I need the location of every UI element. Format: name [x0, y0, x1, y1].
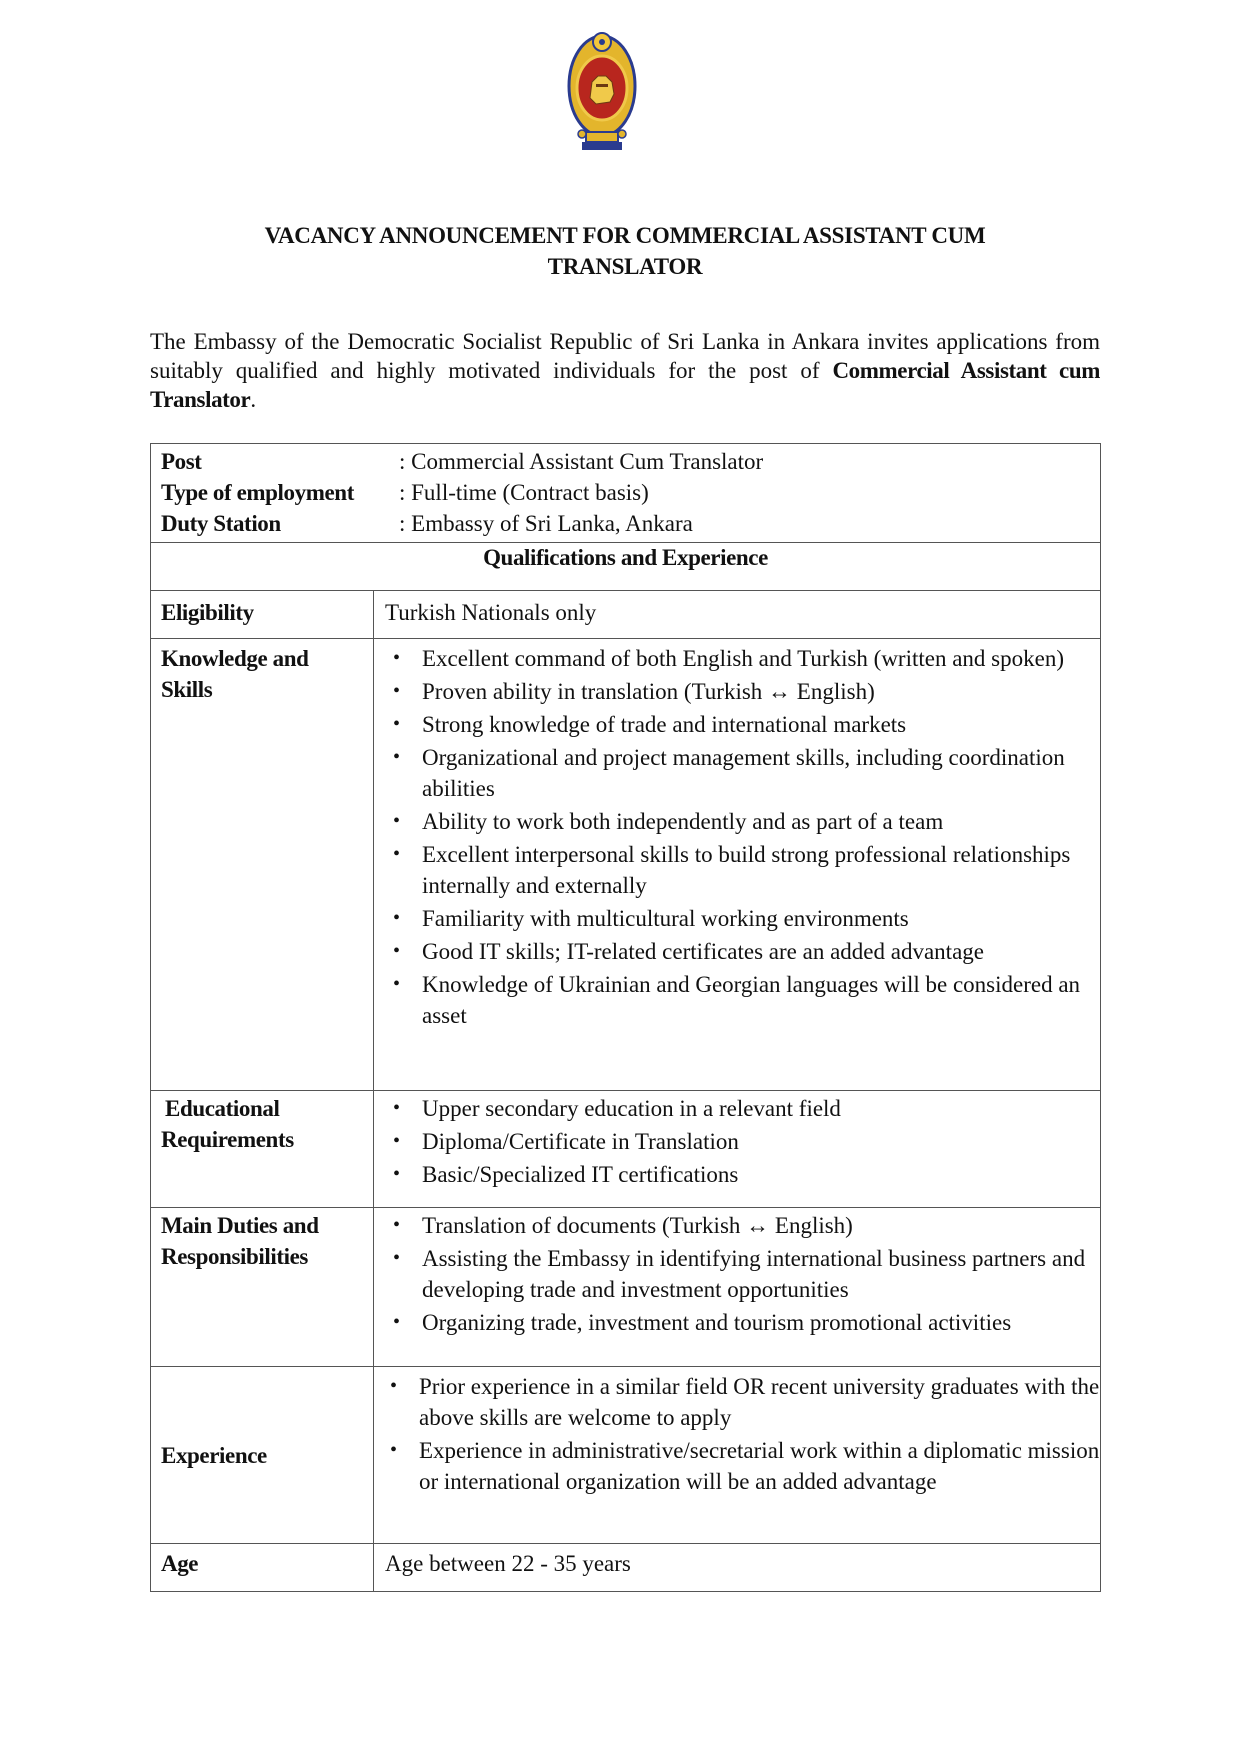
education-label-line-2: Requirements: [161, 1127, 294, 1152]
employment-type-key: Type of employment: [161, 480, 354, 505]
duties-label: [151, 1208, 374, 1367]
list-item: • Assisting the Embassy in identifying international business partners and developing trade and investment opportunities: [385, 1243, 1100, 1305]
age-label: Age: [151, 1544, 374, 1592]
experience-cell: [374, 1367, 1101, 1544]
employment-type-row: [161, 477, 1090, 508]
post-key: Post: [161, 449, 202, 474]
post-row: [161, 446, 1090, 477]
announcement-title: [150, 220, 1100, 282]
intro-post-name: Commercial Assistant cum Translator: [150, 358, 1100, 412]
education-cell: [374, 1091, 1101, 1208]
list-item: • Strong knowledge of trade and international markets: [385, 709, 1100, 740]
experience-label: Experience: [151, 1367, 374, 1544]
education-row: [151, 1091, 1101, 1208]
duties-list: [385, 1210, 1100, 1338]
post-value: : Commercial Assistant Cum Translator: [399, 449, 764, 474]
eligibility-value: Turkish Nationals only: [385, 600, 597, 625]
section-title-row: [151, 543, 1101, 591]
list-item: • Translation of documents (Turkish ↔ English): [385, 1210, 1100, 1241]
vacancy-details-table: [150, 443, 1101, 1592]
duty-station-key: Duty Station: [161, 511, 281, 536]
eligibility-row: [151, 591, 1101, 639]
knowledge-list: [385, 643, 1100, 1031]
section-title: Qualifications and Experience: [151, 543, 1101, 591]
eligibility-label: Eligibility: [151, 591, 374, 639]
education-list: [385, 1093, 1100, 1190]
knowledge-label-line-1: Knowledge and: [161, 646, 309, 671]
list-item: • Prior experience in a similar field OR recent university graduates with the above skills are welcome to apply: [382, 1371, 1100, 1433]
header-row: [151, 444, 1101, 543]
list-item: • Upper secondary education in a relevant field: [385, 1093, 1100, 1124]
list-item: • Diploma/Certificate in Translation: [385, 1126, 1100, 1157]
intro-paragraph: [150, 327, 1100, 414]
list-item: • Knowledge of Ukrainian and Georgian languages will be considered an asset: [385, 969, 1100, 1031]
list-item: • Organizational and project management skills, including coordination abilities: [385, 742, 1100, 804]
knowledge-cell: [374, 639, 1101, 1091]
age-value: Age between 22 - 35 years: [385, 1551, 631, 1576]
list-item: • Organizing trade, investment and tourism promotional activities: [385, 1307, 1100, 1338]
list-item: • Experience in administrative/secretarial work within a diplomatic mission or international organization will be an added advantage: [382, 1435, 1100, 1497]
knowledge-row: [151, 639, 1101, 1091]
age-row: [151, 1544, 1101, 1592]
intro-end: .: [250, 387, 257, 412]
list-item: • Excellent interpersonal skills to build strong professional relationships internally and externally: [385, 839, 1100, 901]
list-item: • Basic/Specialized IT certifications: [385, 1159, 1100, 1190]
experience-row: [151, 1367, 1101, 1544]
age-cell: [374, 1544, 1101, 1592]
title-line-2: TRANSLATOR: [547, 254, 703, 279]
duties-cell: [374, 1208, 1101, 1367]
list-item: • Ability to work both independently and as part of a team: [385, 806, 1100, 837]
duties-label-line-1: Main Duties and: [161, 1213, 319, 1238]
intro-text: The Embassy of the Democratic Socialist Republic of Sri Lanka in Ankara invites applications from suitably qualified and highly motivated individuals for the post of: [150, 329, 1100, 383]
list-item: • Excellent command of both English and Turkish (written and spoken): [385, 643, 1100, 674]
duties-row: [151, 1208, 1101, 1367]
duty-station-row: [161, 508, 1090, 539]
post-summary-cell: [151, 444, 1101, 543]
experience-list: [382, 1371, 1100, 1497]
duties-label-line-2: Responsibilities: [161, 1244, 308, 1269]
education-label: [151, 1091, 374, 1208]
list-item: • Good IT skills; IT-related certificates are an added advantage: [385, 936, 1100, 967]
knowledge-label-line-2: Skills: [161, 677, 213, 702]
sri-lanka-emblem-icon: [566, 28, 638, 154]
eligibility-cell: [374, 591, 1101, 639]
list-item: • Familiarity with multicultural working environments: [385, 903, 1100, 934]
duty-station-value: : Embassy of Sri Lanka, Ankara: [399, 511, 693, 536]
education-label-line-1: Educational: [165, 1096, 280, 1121]
list-item: • Proven ability in translation (Turkish ↔ English): [385, 676, 1100, 707]
title-line-1: VACANCY ANNOUNCEMENT FOR COMMERCIAL ASSISTANT CUM: [264, 223, 986, 248]
employment-type-value: : Full-time (Contract basis): [399, 480, 649, 505]
knowledge-label: [151, 639, 374, 1091]
